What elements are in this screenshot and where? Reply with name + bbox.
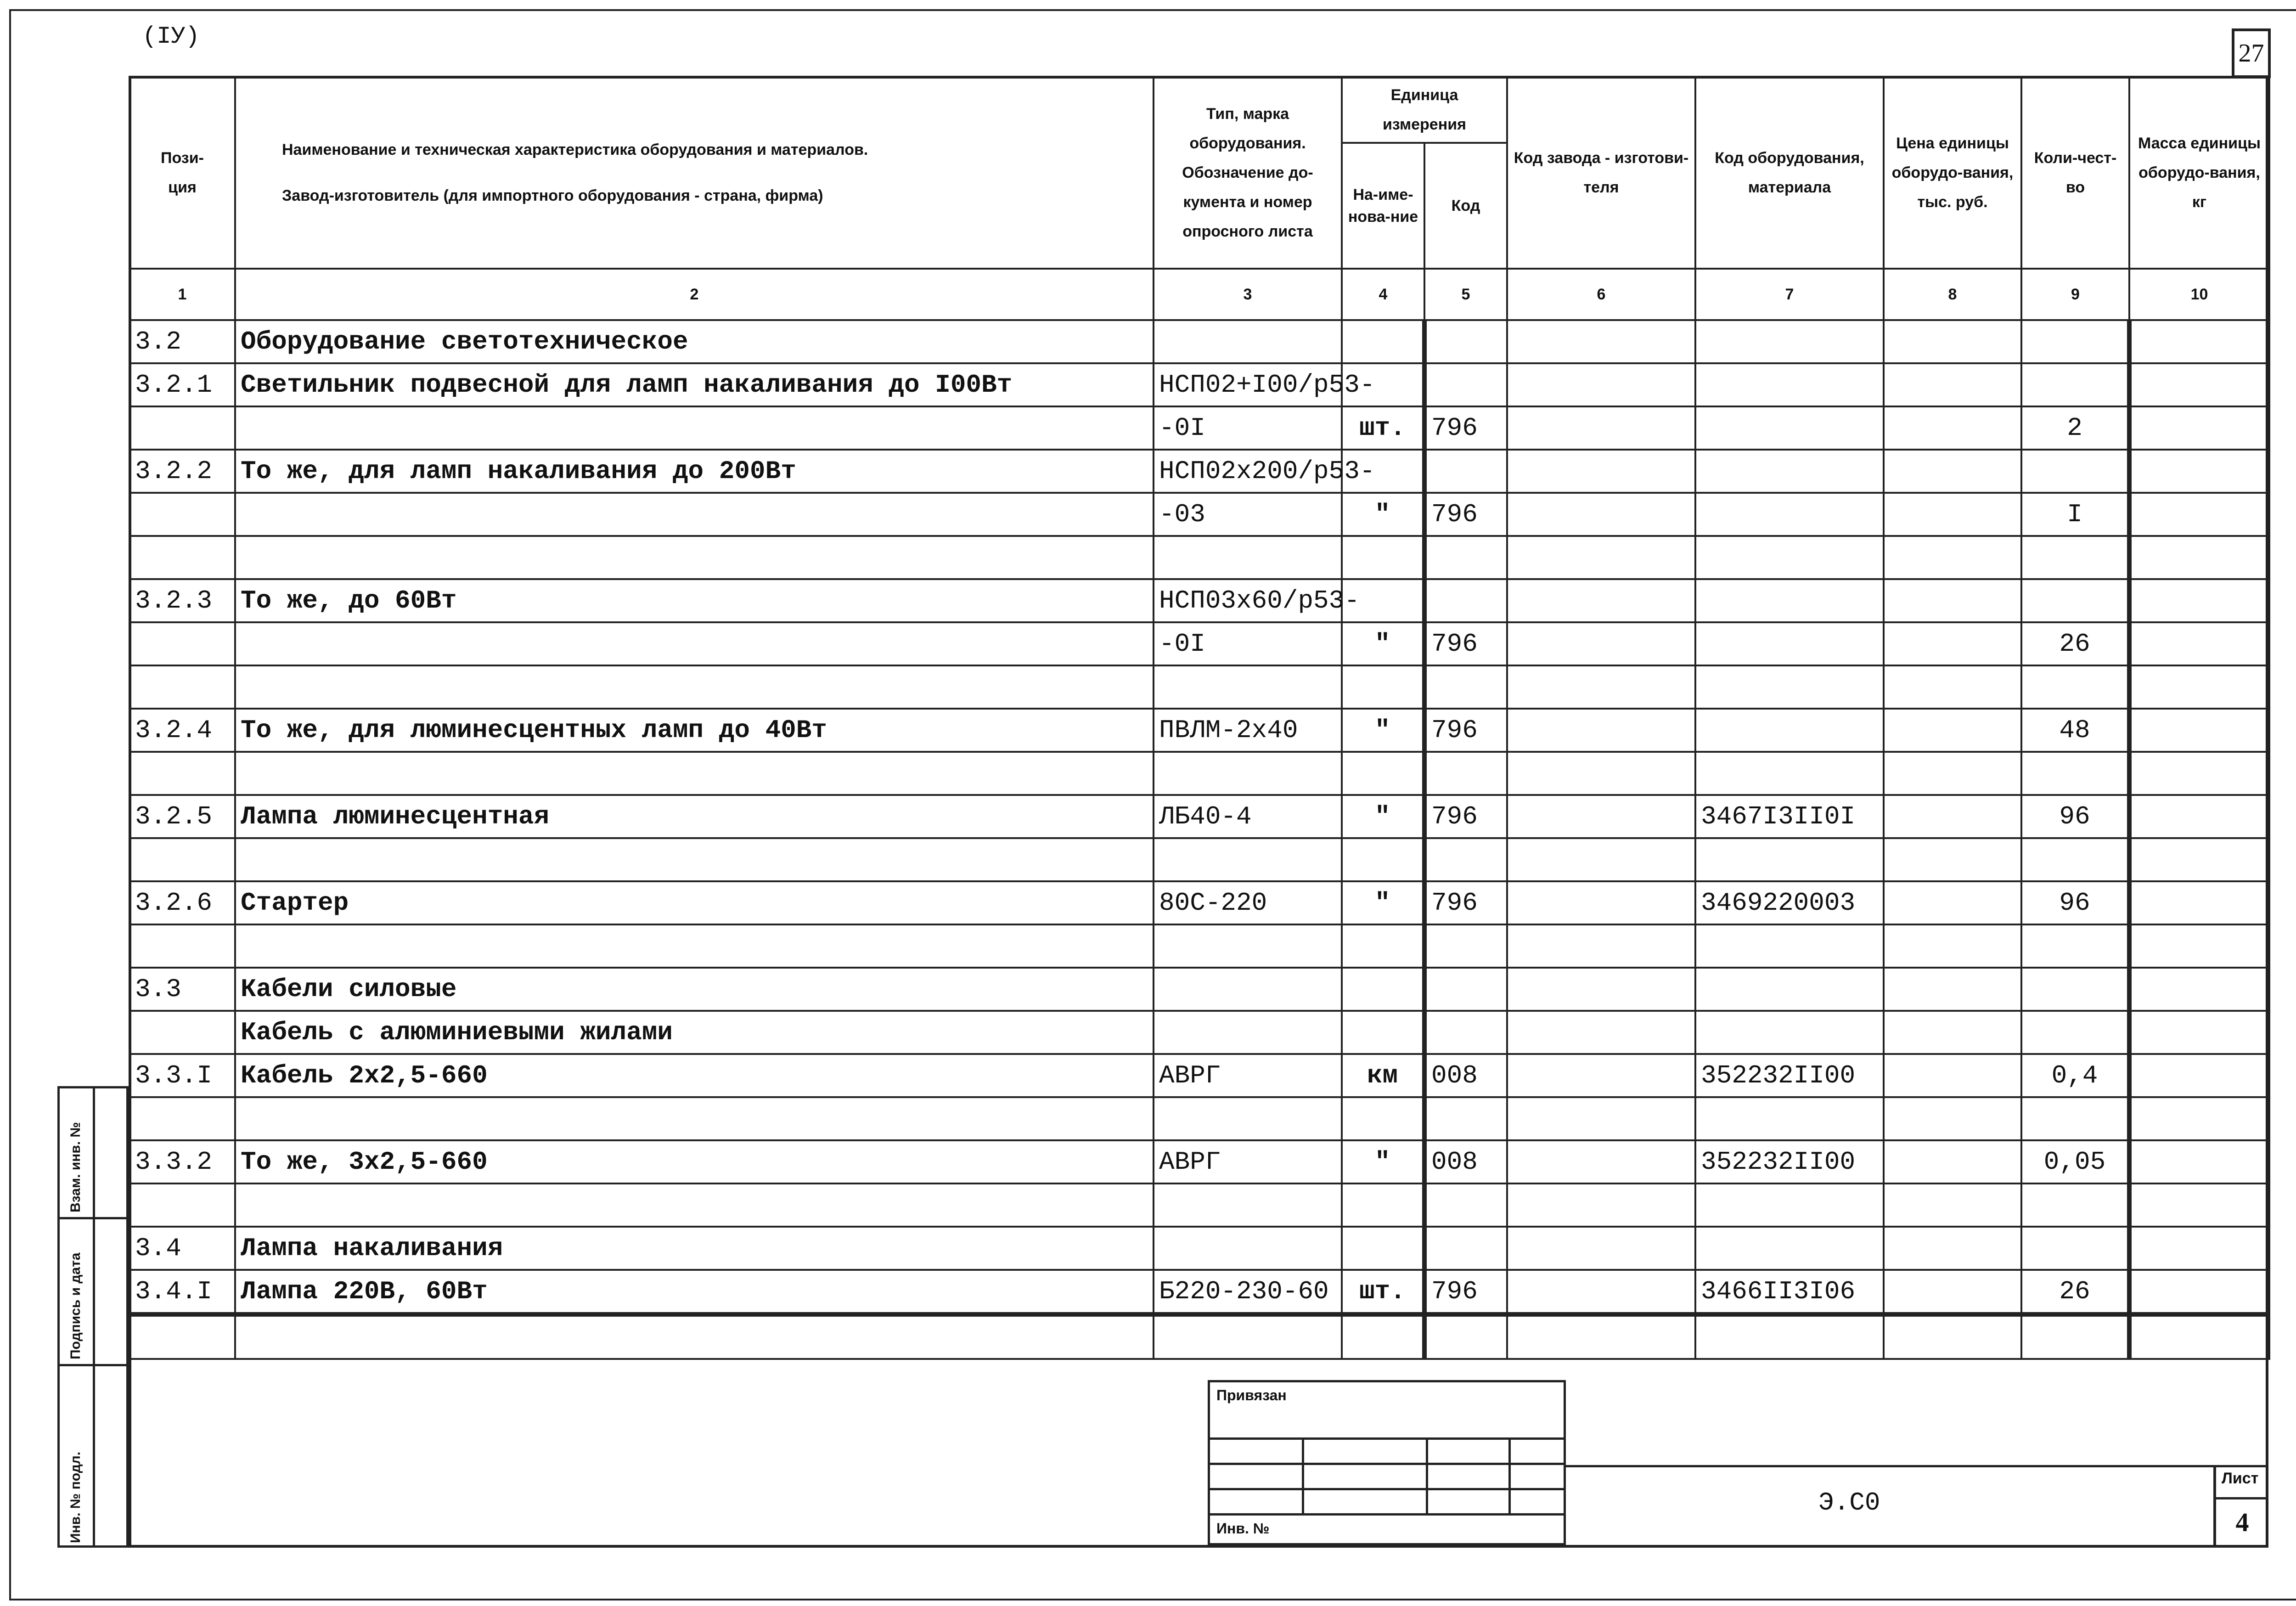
header-price: Цена единицы оборудо-вания, тыс. руб.: [1884, 77, 2021, 269]
row-name: То же, до 60Вт: [235, 579, 1154, 622]
row-quantity: 26: [2021, 1270, 2129, 1314]
row-type: НСП02+I00/р53-: [1154, 363, 1342, 406]
row-name: Стартер: [235, 881, 1154, 924]
header-name-line1: Наименование и техническая характеристика оборудования и материалов.: [282, 141, 868, 158]
stamp-line: [1426, 1437, 1428, 1513]
row-name: Оборудование светотехническое: [235, 320, 1154, 363]
row-name: Кабель с алюминиевыми жилами: [235, 1011, 1154, 1054]
row-name: Кабели силовые: [235, 968, 1154, 1011]
stamp-line: [1508, 1437, 1511, 1513]
row-unit-name: ": [1342, 795, 1424, 838]
row-unit-code: 796: [1424, 622, 1507, 665]
header-material-code: Код оборудования, материала: [1695, 77, 1884, 269]
row-unit-code: 796: [1424, 493, 1507, 536]
row-position: 3.3.2: [129, 1140, 235, 1183]
row-position: 3.3.I: [129, 1054, 235, 1097]
header-unit-group: Единица измерения: [1342, 77, 1507, 143]
row-unit-name: ": [1342, 1140, 1424, 1183]
row-material-code: 3469220003: [1695, 881, 1884, 924]
column-number: 10: [2129, 269, 2269, 320]
side-stamp-divider: [93, 1088, 95, 1545]
row-position: 3.2.2: [129, 450, 235, 493]
row-unit-name: км: [1342, 1054, 1424, 1097]
row-unit-code: 796: [1424, 406, 1507, 450]
row-material-code: 3467I3II0I: [1695, 795, 1884, 838]
row-type: НСП03х60/р53-: [1154, 579, 1342, 622]
side-stamp: [57, 1086, 129, 1548]
row-type: НСП02х200/р53-: [1154, 450, 1342, 493]
stamp-line: [1302, 1437, 1304, 1513]
row-quantity: 96: [2021, 881, 2129, 924]
header-name-line2: Завод-изготовитель (для импортного оборудования - страна, фирма): [282, 187, 823, 204]
document-code: Э.С0: [1818, 1488, 1880, 1517]
row-material-code: 352232II00: [1695, 1054, 1884, 1097]
page-number: 27: [2232, 28, 2271, 78]
stamp-line: [1210, 1513, 1564, 1516]
row-unit-code: 008: [1424, 1140, 1507, 1183]
row-type: 80С-220: [1154, 881, 1342, 924]
row-position: 3.2: [129, 320, 235, 363]
row-quantity: 0,05: [2021, 1140, 2129, 1183]
title-block: [1564, 1465, 2268, 1548]
stamp-inv-no: Инв. №: [1216, 1520, 1270, 1537]
row-type: АВРГ: [1154, 1054, 1342, 1097]
column-number: 6: [1507, 269, 1695, 320]
stamp-privyazan: Привязан: [1216, 1387, 1287, 1403]
row-type: АВРГ: [1154, 1140, 1342, 1183]
side-stamp-divider: [60, 1217, 126, 1219]
column-number: 3: [1154, 269, 1342, 320]
row-unit-name: ": [1342, 709, 1424, 752]
header-position: Пози- ция: [129, 77, 235, 269]
column-number: 2: [235, 269, 1154, 320]
side-label-vzam-inv: Взам. инв. №: [68, 1122, 83, 1212]
row-position: 3.4.I: [129, 1270, 235, 1314]
sheet-label: Лист: [2222, 1470, 2259, 1487]
row-position: 3.3: [129, 968, 235, 1011]
side-label-podpis-data: Подпись и дата: [68, 1252, 83, 1359]
row-quantity: 48: [2021, 709, 2129, 752]
column-number: 4: [1342, 269, 1424, 320]
column-number: 7: [1695, 269, 1884, 320]
row-position: 3.2.1: [129, 363, 235, 406]
sheet-number: 4: [2216, 1497, 2268, 1538]
row-unit-name: ": [1342, 881, 1424, 924]
row-unit-name: ": [1342, 493, 1424, 536]
corner-mark: (IУ): [142, 23, 200, 50]
header-manufacturer-code: Код завода - изготови-теля: [1507, 77, 1695, 269]
column-number: 8: [1884, 269, 2021, 320]
row-quantity: I: [2021, 493, 2129, 536]
column-number: 1: [129, 269, 235, 320]
row-quantity: 96: [2021, 795, 2129, 838]
row-position: 3.4: [129, 1227, 235, 1270]
row-unit-code: 796: [1424, 795, 1507, 838]
row-type: ЛБ40-4: [1154, 795, 1342, 838]
main-frame: [129, 76, 2268, 1548]
row-position: 3.2.6: [129, 881, 235, 924]
row-unit-name: шт.: [1342, 1270, 1424, 1314]
header-mass: Масса единицы оборудо-вания, кг: [2129, 77, 2269, 269]
header-type: Тип, марка оборудования. Обозначение до-кумента и номер опросного листа: [1154, 77, 1342, 269]
row-unit-code: 796: [1424, 1270, 1507, 1314]
row-quantity: 0,4: [2021, 1054, 2129, 1097]
row-unit-code: 796: [1424, 881, 1507, 924]
sheet-box: [2213, 1465, 2268, 1548]
row-material-code: 3466II3I06: [1695, 1270, 1884, 1314]
row-quantity: 26: [2021, 622, 2129, 665]
row-position: 3.2.5: [129, 795, 235, 838]
binding-stamp: [1208, 1380, 1566, 1545]
side-label-inv-podl: Инв. № подл.: [68, 1451, 83, 1543]
row-name: То же, для ламп накаливания до 200Вт: [235, 450, 1154, 493]
row-name: То же, 3х2,5-660: [235, 1140, 1154, 1183]
row-unit-name: ": [1342, 622, 1424, 665]
row-name: Кабель 2х2,5-660: [235, 1054, 1154, 1097]
row-position: 3.2.4: [129, 709, 235, 752]
row-type: -03: [1154, 493, 1342, 536]
row-name: То же, для люминесцентных ламп до 40Вт: [235, 709, 1154, 752]
row-name: Лампа накаливания: [235, 1227, 1154, 1270]
header-quantity: Коли-чест-во: [2021, 77, 2129, 269]
row-unit-code: 008: [1424, 1054, 1507, 1097]
header-unit-code: Код: [1424, 143, 1507, 269]
row-type: Б220-230-60: [1154, 1270, 1342, 1314]
row-type: -0I: [1154, 406, 1342, 450]
row-name: Лампа 220В, 60Вт: [235, 1270, 1154, 1314]
row-unit-name: шт.: [1342, 406, 1424, 450]
row-unit-code: 796: [1424, 709, 1507, 752]
column-number: 5: [1424, 269, 1507, 320]
row-position: 3.2.3: [129, 579, 235, 622]
row-material-code: 352232II00: [1695, 1140, 1884, 1183]
row-name: Светильник подвесной для ламп накаливания до I00Вт: [235, 363, 1154, 406]
row-name: Лампа люминесцентная: [235, 795, 1154, 838]
row-type: ПВЛМ-2х40: [1154, 709, 1342, 752]
side-stamp-divider: [60, 1364, 126, 1366]
header-unit-name: На-име-нова-ние: [1342, 143, 1424, 269]
row-quantity: 2: [2021, 406, 2129, 450]
column-number: 9: [2021, 269, 2129, 320]
row-type: -0I: [1154, 622, 1342, 665]
